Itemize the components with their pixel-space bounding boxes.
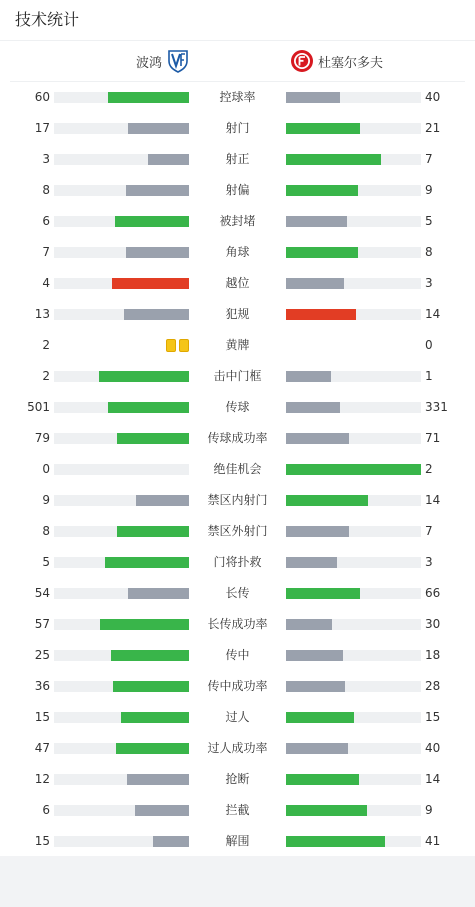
home-stat-bar <box>153 836 189 847</box>
home-stat-value: 0 <box>42 462 50 476</box>
stat-row <box>0 299 475 330</box>
stat-row <box>0 671 475 702</box>
stat-row <box>0 547 475 578</box>
away-stat-bar <box>286 526 349 537</box>
away-stat-value: 15 <box>425 710 441 724</box>
stat-label: 犯规 <box>225 307 250 321</box>
stat-row <box>0 113 475 144</box>
home-stat-bar <box>111 650 189 661</box>
home-stat-bar <box>112 278 189 289</box>
away-stat-bar-track <box>286 309 421 320</box>
stat-label: 长传 <box>225 586 250 600</box>
away-stat-value: 14 <box>425 772 441 786</box>
home-stat-bar <box>113 681 189 692</box>
away-stat-bar-track <box>286 371 421 382</box>
home-stat-value: 6 <box>42 803 50 817</box>
stat-row <box>0 144 475 175</box>
away-stat-value: 3 <box>425 276 433 290</box>
home-stat-value: 17 <box>34 121 50 135</box>
stat-row <box>0 206 475 237</box>
stat-row <box>0 454 475 485</box>
home-stat-bar <box>100 619 189 630</box>
stat-row <box>0 733 475 764</box>
home-stat-value: 79 <box>34 431 50 445</box>
stat-label: 禁区外射门 <box>207 524 268 538</box>
home-stat-bar-track <box>54 774 189 785</box>
away-stat-bar-track <box>286 216 421 227</box>
stat-label: 射正 <box>225 152 250 166</box>
stat-row <box>0 485 475 516</box>
stat-label: 传球 <box>225 400 250 414</box>
home-stat-value: 7 <box>42 245 50 259</box>
home-stat-bar-track <box>54 650 189 661</box>
away-stat-value: 9 <box>425 803 433 817</box>
away-stat-bar <box>286 805 367 816</box>
stat-row <box>0 330 475 361</box>
away-stat-bar <box>286 371 331 382</box>
away-stat-value: 71 <box>425 431 441 445</box>
away-stat-bar <box>286 557 337 568</box>
stat-label: 绝佳机会 <box>213 462 262 476</box>
away-stat-bar-track <box>286 774 421 785</box>
away-stat-value: 14 <box>425 307 441 321</box>
away-stat-bar-track <box>286 154 421 165</box>
home-stat-bar-track <box>54 836 189 847</box>
home-stat-bar <box>126 185 189 196</box>
away-stat-value: 1 <box>425 369 433 383</box>
home-stat-bar <box>108 92 189 103</box>
away-stat-bar-track <box>286 805 421 816</box>
home-stat-bar-track <box>54 402 189 413</box>
away-stat-bar-track <box>286 712 421 723</box>
away-stat-value: 18 <box>425 648 441 662</box>
away-stat-value: 0 <box>425 338 433 352</box>
stat-label: 被封堵 <box>219 214 256 228</box>
home-stat-value: 4 <box>42 276 50 290</box>
away-stat-value: 14 <box>425 493 441 507</box>
away-stat-bar-track <box>286 464 421 475</box>
away-team[interactable] <box>290 41 383 81</box>
home-stat-bar-track <box>54 712 189 723</box>
home-stat-bar-track <box>54 371 189 382</box>
vfl-bochum-crest-icon <box>166 49 190 73</box>
home-stat-bar-track <box>54 309 189 320</box>
stat-label: 过人成功率 <box>207 741 268 755</box>
stat-label: 长传成功率 <box>207 617 268 631</box>
home-stat-value: 5 <box>42 555 50 569</box>
away-stat-bar <box>286 495 368 506</box>
away-stat-bar <box>286 712 354 723</box>
away-stat-value: 41 <box>425 834 441 848</box>
away-stat-value: 9 <box>425 183 433 197</box>
stat-row <box>0 578 475 609</box>
page-title: 技术统计 <box>0 0 475 41</box>
stat-label: 抢断 <box>225 772 250 786</box>
away-stat-bar <box>286 247 358 258</box>
away-stat-value: 5 <box>425 214 433 228</box>
home-stat-bar-track <box>54 154 189 165</box>
away-stat-bar <box>286 154 381 165</box>
away-stat-bar-track <box>286 123 421 134</box>
home-stat-bar-track <box>54 743 189 754</box>
stat-row <box>0 268 475 299</box>
away-stat-bar-track <box>286 247 421 258</box>
yellow-card-icon <box>166 339 176 352</box>
home-stat-value: 501 <box>27 400 50 414</box>
home-stat-bar <box>117 526 189 537</box>
away-stat-bar <box>286 433 349 444</box>
stat-label: 解围 <box>225 834 250 848</box>
away-stat-bar <box>286 836 385 847</box>
stat-row <box>0 609 475 640</box>
home-stat-bar-track <box>54 278 189 289</box>
away-stat-value: 2 <box>425 462 433 476</box>
yellow-card-icon <box>179 339 189 352</box>
away-stat-bar-track <box>286 92 421 103</box>
home-stat-bar-track <box>54 495 189 506</box>
home-stat-bar <box>116 743 189 754</box>
home-stat-bar <box>128 588 189 599</box>
home-team[interactable] <box>136 41 190 81</box>
away-stat-value: 331 <box>425 400 448 414</box>
away-stat-bar <box>286 309 356 320</box>
stat-label: 传中成功率 <box>207 679 268 693</box>
home-stat-bar-track <box>54 557 189 568</box>
home-stat-bar <box>127 774 189 785</box>
stat-label: 拦截 <box>225 803 250 817</box>
stat-row <box>0 82 475 113</box>
away-stat-bar-track <box>286 681 421 692</box>
away-stat-value: 3 <box>425 555 433 569</box>
home-stat-value: 9 <box>42 493 50 507</box>
away-stat-bar <box>286 681 345 692</box>
stat-label: 过人 <box>225 710 250 724</box>
home-stat-bar-track <box>54 805 189 816</box>
away-stat-bar <box>286 464 421 475</box>
away-stat-value: 66 <box>425 586 441 600</box>
home-stat-value: 8 <box>42 524 50 538</box>
away-stat-bar <box>286 774 359 785</box>
stat-row <box>0 764 475 795</box>
home-stat-value: 6 <box>42 214 50 228</box>
stat-label: 传球成功率 <box>207 431 268 445</box>
stat-label: 击中门框 <box>213 369 262 383</box>
away-stat-bar-track <box>286 619 421 630</box>
home-stat-value: 15 <box>34 710 50 724</box>
stat-label: 射偏 <box>225 183 250 197</box>
home-stat-value: 13 <box>34 307 50 321</box>
home-stat-value: 25 <box>34 648 50 662</box>
home-stat-bar <box>126 247 189 258</box>
home-stat-bar-track <box>54 247 189 258</box>
home-stat-bar-track <box>54 216 189 227</box>
home-stat-bar-track <box>54 681 189 692</box>
yellow-cards <box>166 339 189 352</box>
home-stat-bar-track <box>54 619 189 630</box>
away-stat-bar-track <box>286 278 421 289</box>
away-stat-bar-track <box>286 836 421 847</box>
stat-row <box>0 702 475 733</box>
home-stat-bar <box>128 123 189 134</box>
stat-row <box>0 640 475 671</box>
stat-label: 门将扑救 <box>213 555 262 569</box>
stat-label: 控球率 <box>219 90 256 104</box>
away-stat-value: 28 <box>425 679 441 693</box>
home-stat-bar <box>108 402 189 413</box>
home-stat-bar <box>121 712 189 723</box>
away-stat-bar-track <box>286 495 421 506</box>
home-team-name: 波鸿 <box>135 55 162 71</box>
home-stat-bar-track <box>54 185 189 196</box>
away-stat-bar-track <box>286 650 421 661</box>
home-stat-value: 47 <box>34 741 50 755</box>
home-stat-value: 2 <box>42 338 50 352</box>
away-stat-bar <box>286 619 332 630</box>
stat-label: 禁区内射门 <box>207 493 268 507</box>
home-stat-bar <box>148 154 189 165</box>
away-stat-value: 40 <box>425 90 441 104</box>
away-stat-value: 7 <box>425 152 433 166</box>
away-stat-bar-track <box>286 402 421 413</box>
stat-row <box>0 392 475 423</box>
away-stat-value: 8 <box>425 245 433 259</box>
away-stat-bar <box>286 185 358 196</box>
away-stat-value: 30 <box>425 617 441 631</box>
stat-label: 黄牌 <box>225 338 250 352</box>
away-stat-value: 21 <box>425 121 441 135</box>
home-stat-bar <box>136 495 189 506</box>
home-stat-value: 57 <box>34 617 50 631</box>
fortuna-duesseldorf-crest-icon <box>290 49 314 73</box>
away-stat-bar <box>286 402 340 413</box>
stat-row <box>0 423 475 454</box>
away-stat-bar-track <box>286 185 421 196</box>
stat-row <box>0 237 475 268</box>
home-stat-bar-track <box>54 92 189 103</box>
away-stat-bar-track <box>286 588 421 599</box>
home-stat-bar <box>105 557 189 568</box>
away-stat-bar <box>286 650 343 661</box>
home-stat-bar <box>117 433 189 444</box>
home-stat-bar-track <box>54 588 189 599</box>
stat-row <box>0 795 475 826</box>
stat-row <box>0 826 475 857</box>
home-stat-value: 36 <box>34 679 50 693</box>
away-stat-bar <box>286 743 348 754</box>
stat-label: 传中 <box>225 648 250 662</box>
home-stat-bar <box>99 371 189 382</box>
home-stat-value: 15 <box>34 834 50 848</box>
away-stat-bar-track <box>286 526 421 537</box>
away-stat-bar <box>286 123 360 134</box>
away-stat-value: 40 <box>425 741 441 755</box>
stat-label: 射门 <box>225 121 250 135</box>
home-stat-bar <box>124 309 189 320</box>
stat-row <box>0 516 475 547</box>
home-stat-bar-track <box>54 526 189 537</box>
home-stat-bar <box>135 805 189 816</box>
home-stat-bar-track <box>54 464 189 475</box>
away-stat-bar <box>286 588 360 599</box>
away-stat-bar-track <box>286 743 421 754</box>
stat-row <box>0 175 475 206</box>
home-stat-value: 8 <box>42 183 50 197</box>
away-stat-bar <box>286 216 347 227</box>
stat-label: 角球 <box>225 245 250 259</box>
away-stat-bar-track <box>286 433 421 444</box>
home-stat-bar <box>115 216 189 227</box>
home-stat-value: 60 <box>34 90 50 104</box>
stat-row <box>0 361 475 392</box>
home-stat-value: 2 <box>42 369 50 383</box>
away-stat-bar <box>286 92 340 103</box>
away-team-name: 杜塞尔多夫 <box>318 55 384 71</box>
home-stat-bar-track <box>54 123 189 134</box>
stats-list <box>0 82 475 857</box>
away-stat-value: 7 <box>425 524 433 538</box>
home-stat-value: 3 <box>42 152 50 166</box>
home-stat-bar-track <box>54 433 189 444</box>
stat-label: 越位 <box>225 276 250 290</box>
home-stat-value: 12 <box>34 772 50 786</box>
away-stat-bar-track <box>286 557 421 568</box>
away-stat-bar <box>286 278 344 289</box>
team-header <box>10 41 465 82</box>
home-stat-value: 54 <box>34 586 50 600</box>
